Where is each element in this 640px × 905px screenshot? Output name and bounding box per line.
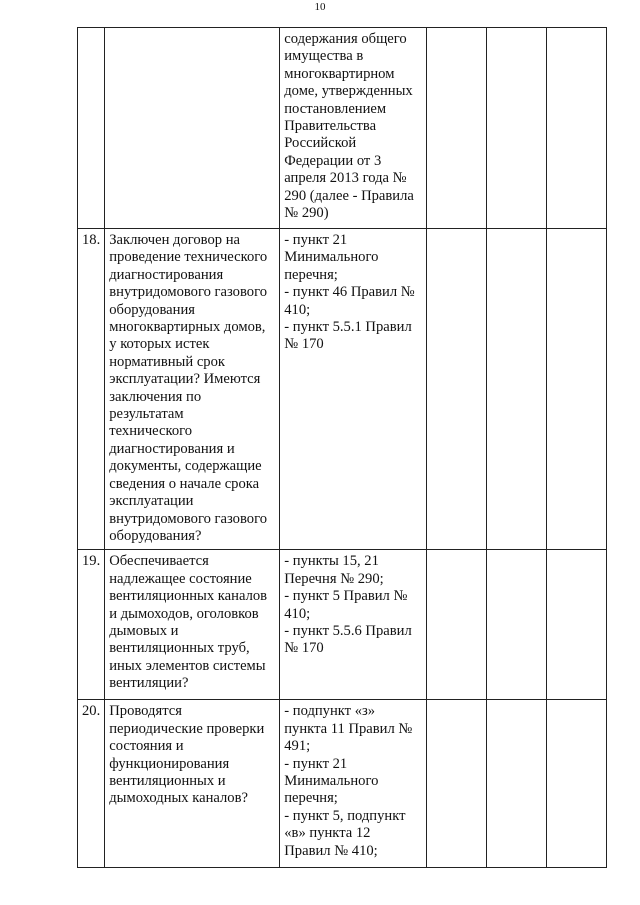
text-line: постановлением (284, 100, 387, 117)
table-row (78, 700, 607, 868)
text-line: - пункт 21 (284, 755, 348, 772)
text-line: № 290) (284, 205, 329, 222)
question-cell (105, 550, 280, 700)
text-line: - пункт 46 Правил № (284, 284, 415, 301)
text-line: дымоходных каналов? (109, 790, 248, 807)
text-line: № 170 (284, 336, 324, 353)
answer-cell (427, 229, 487, 550)
text-line: имущества в (284, 48, 364, 65)
text-line: надлежащее состояние (109, 570, 252, 587)
text-line: - пункты 15, 21 (284, 553, 379, 570)
text-line: сведения о начале срока (109, 475, 260, 492)
text-line: результатам (109, 406, 184, 423)
text-line: оборудования? (109, 527, 202, 544)
text-line: Проводятся (109, 703, 182, 720)
text-line: диагностирования (109, 266, 224, 283)
text-line: Правил № 410; (284, 842, 378, 859)
text-line: № 170 (284, 640, 324, 657)
text-line: содержания общего (284, 31, 407, 47)
row-number-cell: 20. (78, 700, 105, 868)
text-line: Заключен договор на (109, 232, 240, 248)
references-cell (280, 700, 427, 868)
text-line: диагностирования и (109, 440, 235, 457)
text-line: дымовых и (109, 622, 179, 639)
text-line: Минимального (284, 772, 379, 789)
answer-cell (487, 229, 547, 550)
answer-cell (547, 550, 607, 700)
text-line: вентиляционных труб, (109, 640, 250, 657)
text-line: пункта 11 Правил № (284, 720, 413, 737)
text-line: 410; (284, 301, 311, 318)
text-line: перечня; (284, 790, 338, 807)
checklist-table (77, 27, 607, 868)
text-line: состояния и (109, 738, 184, 755)
question-cell (105, 700, 280, 868)
text-line: функционирования (109, 755, 230, 772)
answer-cell (547, 28, 607, 229)
text-line: оборудования (109, 301, 195, 318)
references-cell (280, 550, 427, 700)
text-line: вентиляционных каналов (109, 588, 268, 605)
question-cell (105, 28, 280, 229)
question-cell (105, 229, 280, 550)
table-row (78, 28, 607, 229)
text-line: проведение технического (109, 249, 268, 266)
text-line: документы, содержащие (109, 458, 262, 475)
answer-cell (427, 550, 487, 700)
text-line: Перечня № 290; (284, 570, 384, 587)
text-line: эксплуатации (109, 493, 194, 510)
text-line: доме, утвержденных (284, 83, 413, 100)
answer-cell (547, 229, 607, 550)
text-line: нормативный срок (109, 353, 225, 370)
text-line: вентиляционных и (109, 772, 226, 789)
answer-cell (427, 28, 487, 229)
text-line: - пункт 5 Правил № (284, 588, 408, 605)
table-row (78, 229, 607, 550)
answer-cell (487, 700, 547, 868)
text-line: - подпункт «з» (284, 703, 376, 720)
text-line: многоквартирных домов, (109, 319, 266, 336)
answer-cell (487, 28, 547, 229)
answer-cell (487, 550, 547, 700)
text-line: Минимального (284, 249, 379, 266)
text-line: периодические проверки (109, 720, 265, 737)
text-line: 290 (далее - Правила (284, 187, 414, 204)
text-line: Российской (284, 135, 357, 152)
text-line: технического (109, 423, 193, 440)
text-line: перечня; (284, 266, 338, 283)
text-line: Обеспечивается (109, 553, 209, 570)
row-number-cell: 18. (78, 229, 105, 550)
page-number: 10 (314, 1, 326, 13)
references-cell (280, 229, 427, 550)
text-line: у которых истек (109, 336, 210, 353)
text-line: 410; (284, 605, 311, 622)
table-row (78, 550, 607, 700)
text-line: иных элементов системы (109, 657, 266, 674)
text-line: апреля 2013 года № (284, 170, 407, 187)
row-number-cell (78, 28, 105, 229)
text-line: Федерации от 3 (284, 152, 382, 169)
text-line: вентиляции? (109, 675, 189, 692)
text-line: эксплуатации? Имеются (109, 371, 261, 388)
text-line: внутридомового газового (109, 510, 267, 527)
row-number-cell: 19. (78, 550, 105, 700)
text-line: заключения по (109, 388, 202, 405)
text-line: и дымоходов, оголовков (109, 605, 259, 622)
text-line: внутридомового газового (109, 284, 267, 301)
text-line: - пункт 21 (284, 232, 348, 248)
text-line: Правительства (284, 118, 377, 135)
references-cell (280, 28, 427, 229)
answer-cell (427, 700, 487, 868)
text-line: - пункт 5.5.6 Правил (284, 622, 412, 639)
text-line: 491; (284, 738, 311, 755)
answer-cell (547, 700, 607, 868)
text-line: «в» пункта 12 (284, 825, 371, 842)
text-line: многоквартирном (284, 65, 395, 82)
text-line: - пункт 5, подпункт (284, 807, 406, 824)
text-line: - пункт 5.5.1 Правил (284, 319, 412, 336)
